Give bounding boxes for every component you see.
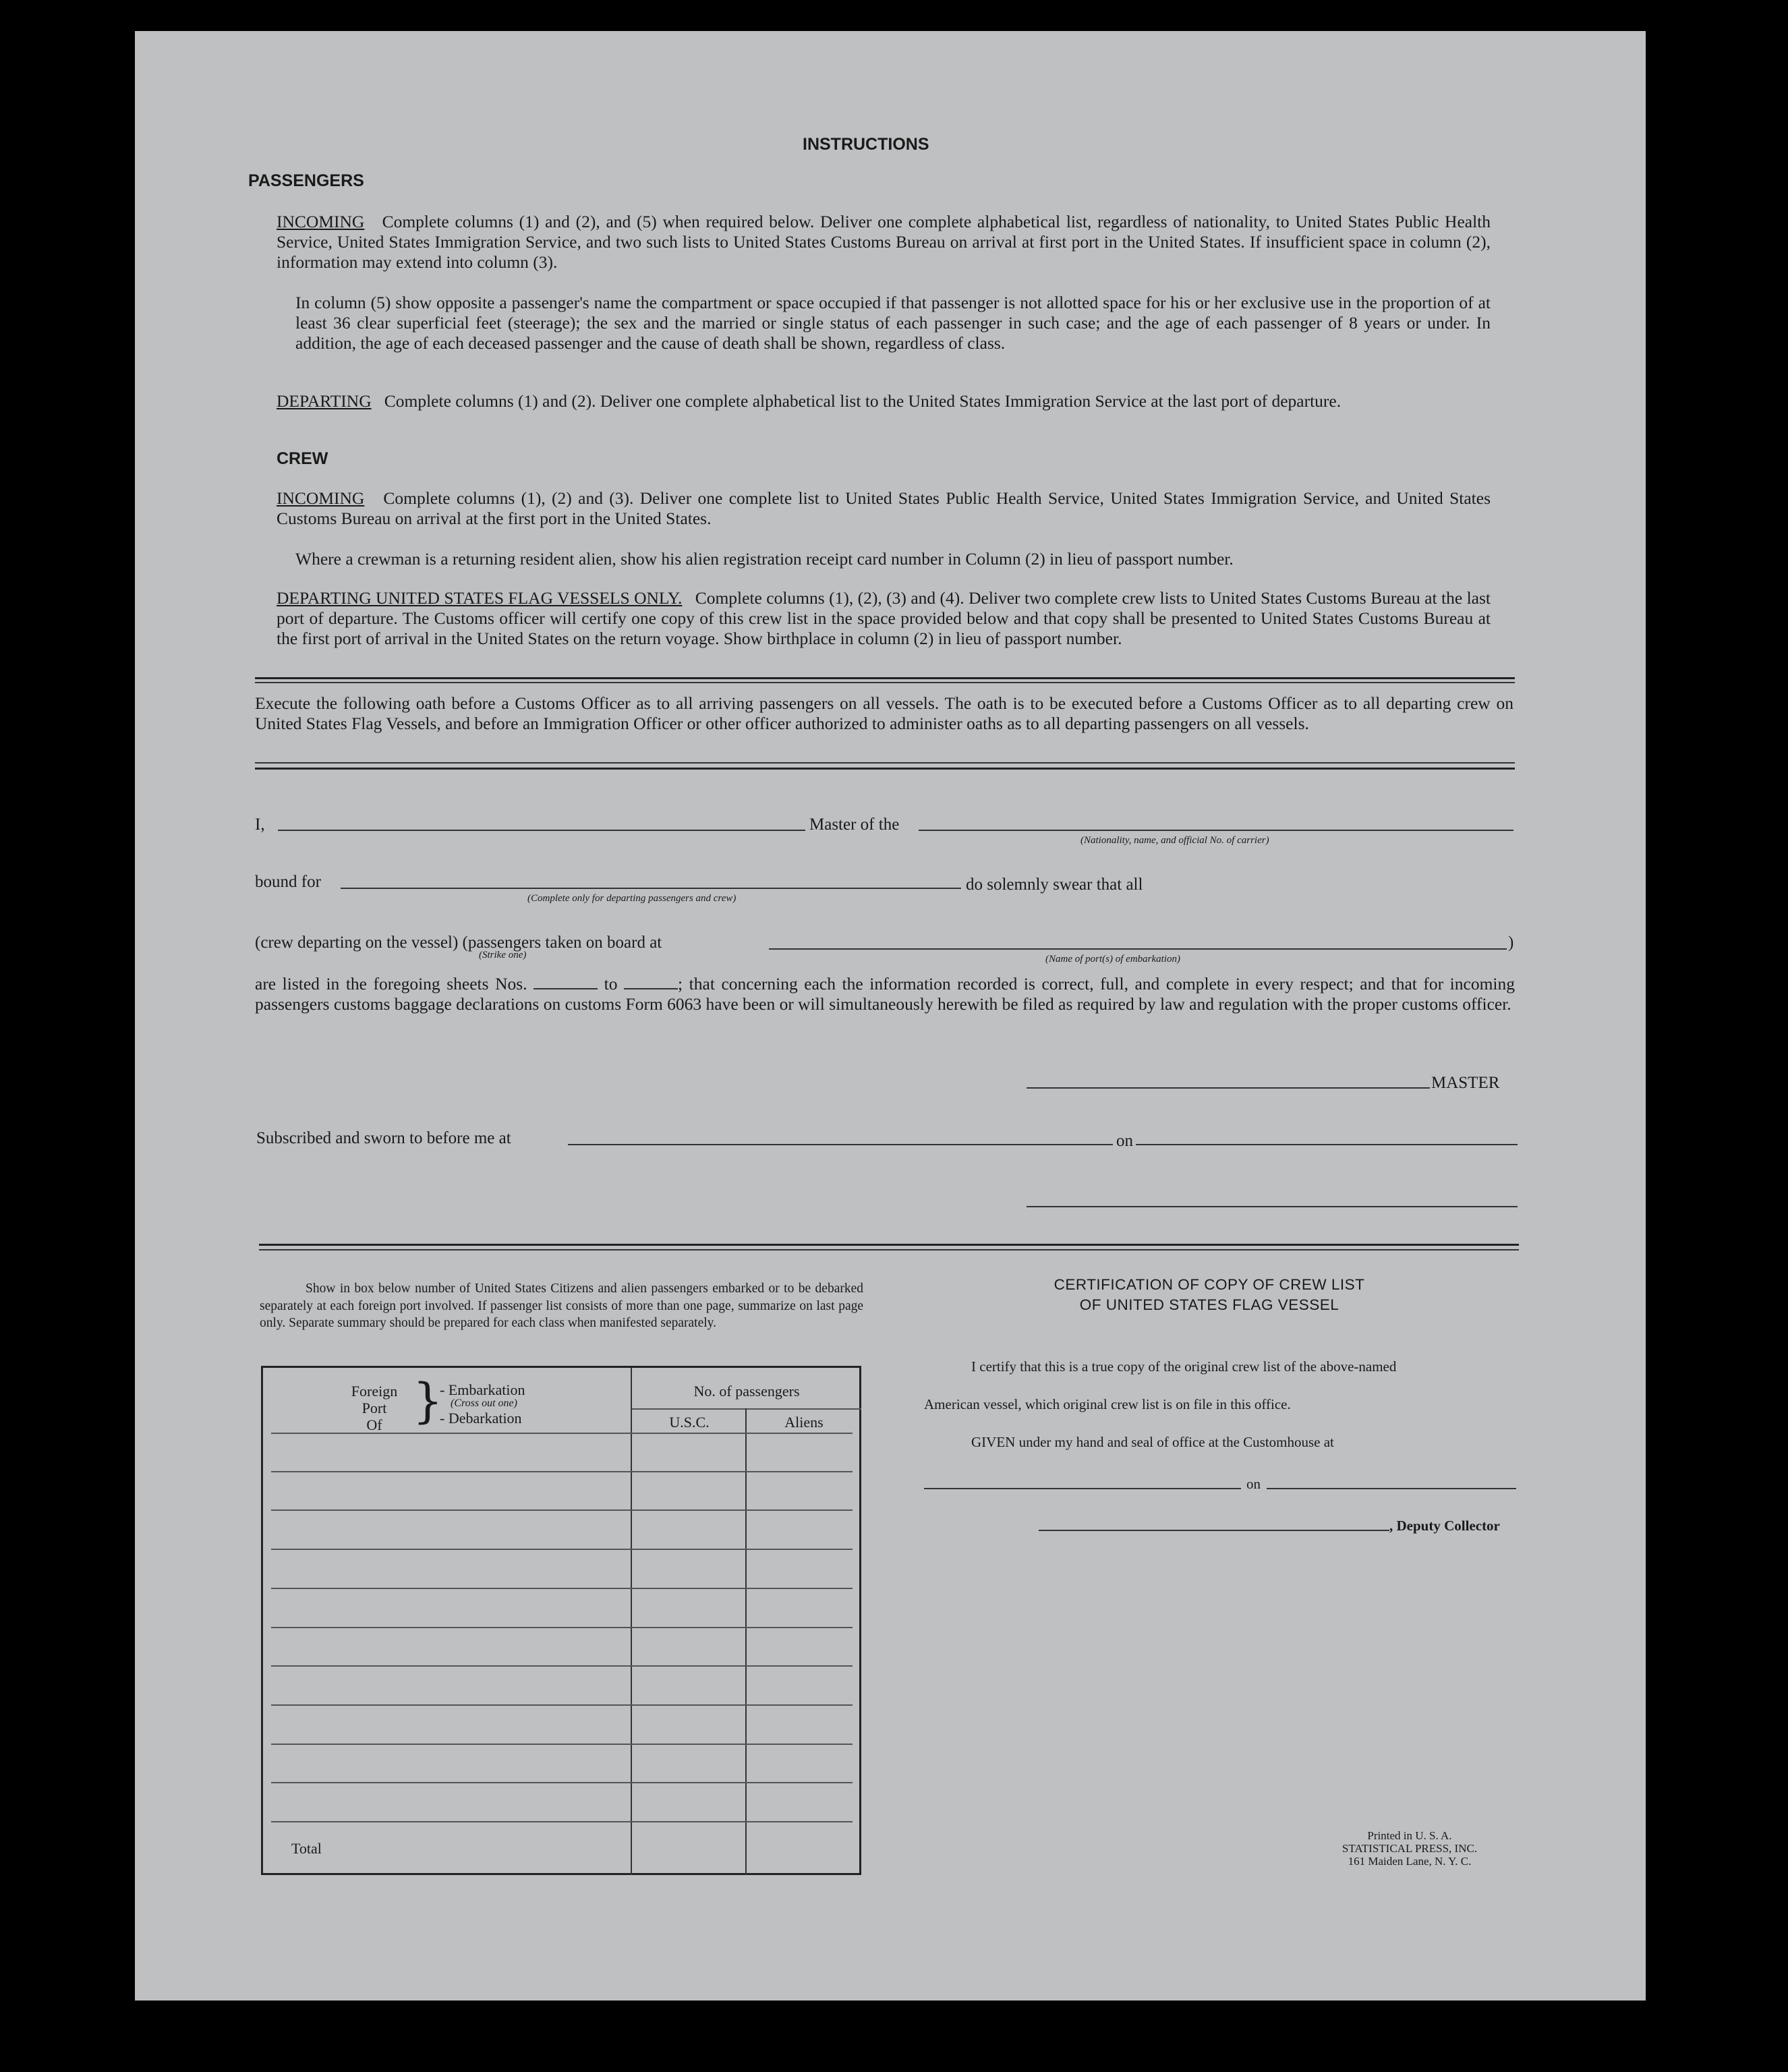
total-label: Total bbox=[291, 1840, 322, 1857]
crew-incoming-paragraph bbox=[277, 488, 1491, 529]
instructions-title: INSTRUCTIONS bbox=[803, 135, 929, 154]
divider bbox=[255, 677, 1515, 679]
cert-on-label: on bbox=[1246, 1476, 1261, 1492]
port-summary-table bbox=[261, 1366, 861, 1875]
foreign-label: Foreign bbox=[351, 1383, 398, 1400]
sworn-place-field[interactable] bbox=[568, 1144, 1113, 1145]
strike-hint: (Strike one) bbox=[479, 950, 527, 960]
carrier-field[interactable] bbox=[919, 830, 1513, 831]
master-signature-field[interactable] bbox=[1027, 1087, 1430, 1089]
crew-incoming-text: Complete columns (1), (2) and (3). Deliver one complete list to United States Public Health Service, United States Immigration Service, and United States Customs Bureau on arrival at the first port in the United States. bbox=[277, 488, 1491, 528]
of-label: Of bbox=[366, 1416, 382, 1433]
subscribed-label: Subscribed and sworn to before me at bbox=[256, 1129, 511, 1147]
printer-line2: STATISTICAL PRESS, INC. bbox=[1342, 1842, 1478, 1855]
deputy-label: , Deputy Collector bbox=[1389, 1518, 1500, 1534]
port-label: Port bbox=[362, 1400, 387, 1416]
table-row-rule bbox=[271, 1704, 853, 1706]
bound-for-label: bound for bbox=[255, 873, 321, 891]
swear-label: do solemnly swear that all bbox=[966, 875, 1143, 894]
cert-line3: GIVEN under my hand and seal of office at the Customhouse at bbox=[971, 1434, 1334, 1450]
foreign-port-of-label bbox=[344, 1383, 405, 1433]
carrier-hint: (Nationality, name, and official No. of carrier) bbox=[1080, 835, 1269, 846]
sheet-from-field[interactable] bbox=[533, 977, 598, 989]
i-label: I, bbox=[255, 815, 265, 834]
officer-signature-field[interactable] bbox=[1027, 1206, 1518, 1207]
table-row-rule bbox=[271, 1821, 853, 1822]
table-row-rule bbox=[271, 1627, 853, 1628]
flag-vessels-paragraph bbox=[277, 588, 1491, 649]
divider bbox=[255, 682, 1515, 683]
sworn-on-label: on bbox=[1116, 1132, 1133, 1150]
cert-title-line2: OF UNITED STATES FLAG VESSEL bbox=[1079, 1296, 1339, 1313]
aliens-header: Aliens bbox=[784, 1414, 824, 1431]
embarkation-ports-field[interactable] bbox=[769, 948, 1507, 950]
listed-paragraph bbox=[255, 974, 1515, 1014]
table-row-rule bbox=[271, 1549, 853, 1550]
customhouse-field[interactable] bbox=[924, 1488, 1241, 1489]
passengers-heading: PASSENGERS bbox=[248, 171, 364, 190]
master-of-label: Master of the bbox=[809, 815, 900, 834]
debarkation-label: - Debarkation bbox=[440, 1410, 522, 1427]
passengers-incoming-paragraph bbox=[277, 212, 1491, 272]
divider bbox=[255, 768, 1515, 770]
passengers-departing-paragraph bbox=[277, 391, 1491, 411]
printer-line3: 161 Maiden Lane, N. Y. C. bbox=[1348, 1855, 1472, 1868]
crew-departing-label: (crew departing on the vessel) (passengers taken on board at bbox=[255, 933, 662, 952]
bound-for-field[interactable] bbox=[341, 888, 961, 889]
crew-heading: CREW bbox=[277, 449, 328, 468]
crewman-paragraph: Where a crewman is a returning resident alien, show his alien registration receipt card number in Column (2) in lieu of passport number. bbox=[295, 549, 1234, 569]
listed-text: ; that concerning each the information recorded is correct, full, and complete in every respect; and that for incoming passengers customs baggage declarations on customs Form 6063 have been or will simultaneously herewith be filed as required by law and regulation with the proper customs officer. bbox=[255, 974, 1516, 1014]
column-rule bbox=[745, 1408, 747, 1875]
table-row-rule bbox=[271, 1588, 853, 1589]
divider bbox=[259, 1244, 1519, 1246]
crew-incoming-label: INCOMING bbox=[277, 488, 365, 508]
cert-line2: American vessel, which original crew list is on file in this office. bbox=[924, 1396, 1291, 1412]
divider bbox=[259, 1249, 1519, 1250]
table-row-rule bbox=[271, 1782, 853, 1783]
oath-execute-paragraph: Execute the following oath before a Customs Officer as to all arriving passengers on all vessels. The oath is to be executed before a Customs Officer as to all departing crew on United States Flag Vessels, and before an Immigration Officer or other officer authorized to administer oaths as to all departing passengers on all vessels. bbox=[255, 693, 1513, 733]
usc-header: U.S.C. bbox=[669, 1414, 710, 1431]
table-row-rule bbox=[271, 1744, 853, 1745]
cert-title-line1: CERTIFICATION OF COPY OF CREW LIST bbox=[1054, 1276, 1365, 1293]
cert-date-field[interactable] bbox=[1267, 1488, 1516, 1489]
printer-imprint bbox=[1322, 1829, 1497, 1868]
sworn-date-field[interactable] bbox=[1136, 1144, 1518, 1145]
departing-label: DEPARTING bbox=[277, 391, 372, 411]
sheet-to-field[interactable] bbox=[624, 977, 678, 989]
deputy-signature-field[interactable] bbox=[1039, 1530, 1389, 1531]
summary-note: Show in box below number of United States Citizens and alien passengers embarked or to be debarked separately at each foreign port involved. If passenger list consists of more than one page, summarize on last page only. Separate summary should be prepared for each class when manifested separately. bbox=[260, 1282, 863, 1330]
cert-line1: I certify that this is a true copy of the original crew list of the above-named bbox=[971, 1358, 1397, 1375]
table-row-rule bbox=[271, 1433, 853, 1434]
departing-text: Complete columns (1) and (2). Deliver one complete alphabetical list to the United States Immigration Service at the last port of departure. bbox=[384, 391, 1342, 411]
close-paren: ) bbox=[1508, 933, 1514, 952]
incoming-text: Complete columns (1) and (2), and (5) when required below. Deliver one complete alphabetical list, regardless of nationality, to United States Public Health Service, United States Immigration Service, and two such lists to United States Customs Bureau on arrival at first port in the United States. If insufficient space in column (2), information may extend into column (3). bbox=[277, 212, 1491, 272]
bound-hint: (Complete only for departing passengers and crew) bbox=[527, 893, 737, 904]
document-sheet bbox=[135, 31, 1646, 2001]
embarkation-label: - Embarkation bbox=[440, 1381, 525, 1398]
listed-prefix: are listed in the foregoing sheets Nos. bbox=[255, 974, 527, 994]
table-row-rule bbox=[271, 1665, 853, 1667]
to-label: to bbox=[604, 974, 618, 994]
no-passengers-header: No. of passengers bbox=[693, 1383, 800, 1400]
column5-paragraph: In column (5) show opposite a passenger's name the compartment or space occupied if that passenger is not allotted space for his or her exclusive use in the proportion of at least 36 clear superficial feet (steerage); the sex and the married or single status of each passenger in such case; and the age of each passenger of 8 years or under. In addition, the age of each deceased passenger and the cause of death shall be shown, regardless of class. bbox=[295, 293, 1491, 353]
printer-line1: Printed in U. S. A. bbox=[1367, 1829, 1452, 1842]
flag-text: Complete columns (1), (2), (3) and (4). Deliver two complete crew lists to United States Customs Bureau at the last port of departure. The Customs officer will certify one copy of this crew list in the space provided below and that copy shall be presented to United States Customs Bureau at the first port of arrival in the United States on the return voyage. Show birthplace in column (2) in lieu of passport number. bbox=[277, 588, 1491, 648]
table-row-rule bbox=[271, 1509, 853, 1511]
divider bbox=[255, 762, 1515, 764]
incoming-label: INCOMING bbox=[277, 212, 365, 231]
ports-hint: (Name of port(s) of embarkation) bbox=[1045, 954, 1180, 965]
certification-title bbox=[977, 1275, 1442, 1315]
master-name-field[interactable] bbox=[278, 830, 805, 831]
brace-symbol: } bbox=[413, 1373, 443, 1429]
header-rule bbox=[632, 1408, 861, 1410]
flag-label: DEPARTING UNITED STATES FLAG VESSELS ONLY. bbox=[277, 588, 683, 608]
cross-out-hint: (Cross out one) bbox=[451, 1398, 517, 1409]
master-label: MASTER bbox=[1431, 1074, 1500, 1092]
table-row-rule bbox=[271, 1471, 853, 1472]
column-rule bbox=[631, 1368, 632, 1875]
